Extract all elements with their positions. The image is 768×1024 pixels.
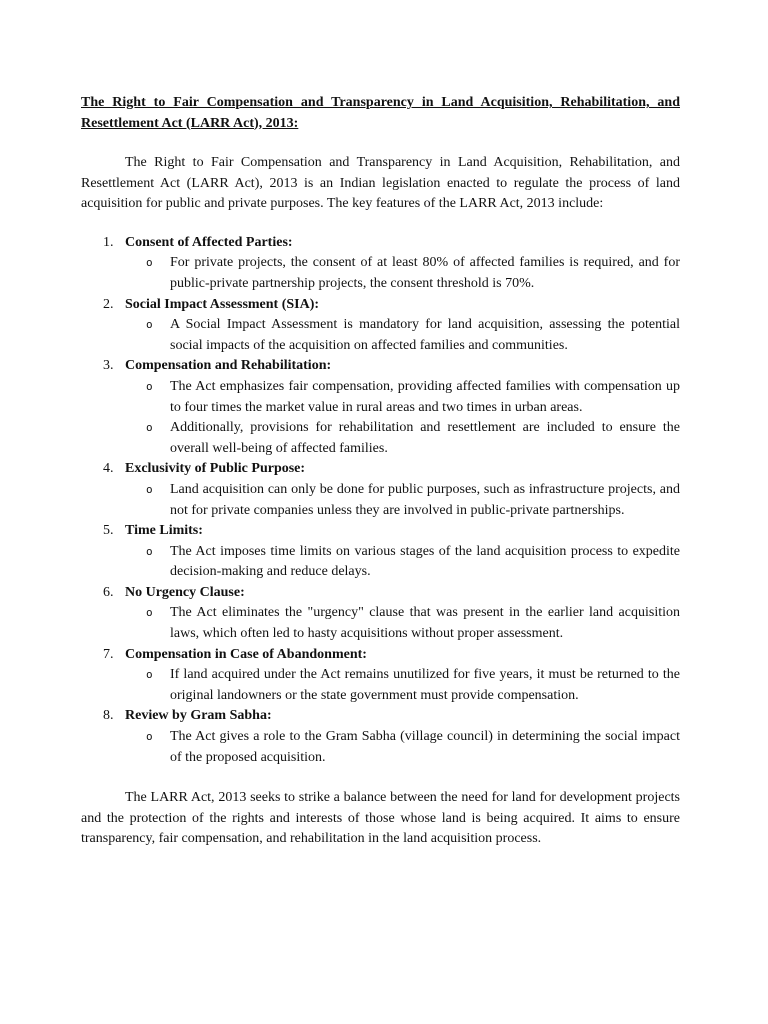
feature-item-7 [103,645,680,707]
feature-points [125,727,680,768]
feature-item-2 [103,295,680,357]
feature-point-text: The Act eliminates the "urgency" clause that was present in the earlier land acquisition laws, which often led to hasty acquisitions without proper assessment. [170,605,680,642]
feature-points [125,542,680,583]
feature-item-3 [103,356,680,459]
feature-point [146,603,680,644]
feature-heading: Review by Gram Sabha: [125,708,272,724]
feature-number: 5. [103,523,114,539]
feature-points [125,480,680,521]
feature-points [125,315,680,356]
feature-heading: Social Impact Assessment (SIA): [125,296,320,312]
feature-point-text: The Act emphasizes fair compensation, providing affected families with compensation up to four times the market value in rural areas and two times in urban areas. [170,378,680,415]
bullet-icon: o [146,421,153,435]
feature-point [146,665,680,706]
feature-point-text: Land acquisition can only be done for public purposes, such as infrastructure projects, and not for private companies unless they are involved in public-private partnerships. [170,481,680,518]
feature-number: 3. [103,358,114,374]
feature-point-text: The Act imposes time limits on various stages of the land acquisition process to expedite decision-making and reduce delays. [170,543,680,580]
feature-number: 7. [103,646,114,662]
feature-point [146,480,680,521]
feature-number: 4. [103,461,114,477]
feature-heading: Time Limits: [125,523,203,539]
feature-number: 2. [103,296,114,312]
feature-heading: Exclusivity of Public Purpose: [125,461,306,477]
feature-point [146,377,680,418]
intro-paragraph: The Right to Fair Compensation and Transparency in Land Acquisition, Rehabilitation, and Resettlement Act (LARR Act), 2013 is an Indian legislation enacted to regulate the process of land acquisition for public and private purposes. The key features of the LARR Act, 2013 include: [81,155,680,212]
feature-item-8 [103,706,680,768]
feature-points [125,603,680,644]
bullet-icon: o [146,730,153,744]
feature-points [125,665,680,706]
bullet-icon: o [146,318,153,332]
feature-point-text: The Act gives a role to the Gram Sabha (village council) in determining the social impact of the proposed acquisition. [170,729,680,765]
bullet-icon: o [146,668,153,682]
feature-point [146,542,680,583]
feature-item-5 [103,521,680,583]
feature-point [146,253,680,294]
bullet-icon: o [146,256,153,270]
feature-heading: Compensation in Case of Abandonment: [125,646,367,662]
feature-number: 8. [103,708,114,724]
feature-point [146,418,680,459]
feature-heading: Compensation and Rehabilitation: [125,358,332,374]
document-title: The Right to Fair Compensation and Transparency in Land Acquisition, Rehabilitation, and Resettlement Act (LARR Act), 2013: [81,95,680,131]
bullet-icon: o [146,544,153,558]
feature-item-4 [103,459,680,521]
feature-number: 1. [103,234,114,250]
feature-item-6 [103,583,680,645]
feature-heading: Consent of Affected Parties: [125,234,293,250]
features-list [81,233,680,768]
feature-points [125,253,680,294]
bullet-icon: o [146,606,153,620]
feature-point-text: A Social Impact Assessment is mandatory for land acquisition, assessing the potential social impacts of the acquisition on affected families and communities. [170,317,680,353]
feature-point-text: If land acquired under the Act remains unutilized for five years, it must be returned to the original landowners or the state government must provide compensation. [170,667,680,703]
bullet-icon: o [146,482,153,496]
feature-point [146,315,680,356]
feature-point-text: For private projects, the consent of at least 80% of affected families is required, and for public-private partnership projects, the consent threshold is 70%. [170,255,680,291]
bullet-icon: o [146,379,153,393]
feature-point-text: Additionally, provisions for rehabilitation and resettlement are included to ensure the overall well-being of affected families. [170,420,680,456]
feature-item-1 [103,233,680,295]
closing-paragraph: The LARR Act, 2013 seeks to strike a balance between the need for land for development projects and the protection of the rights and interests of those whose land is being acquired. It aims to ensure transparency, fair compensation, and rehabilitation in the land acquisition process. [81,790,680,847]
feature-point [146,727,680,768]
feature-heading: No Urgency Clause: [125,584,245,600]
feature-points [125,377,680,459]
feature-number: 6. [103,584,114,600]
